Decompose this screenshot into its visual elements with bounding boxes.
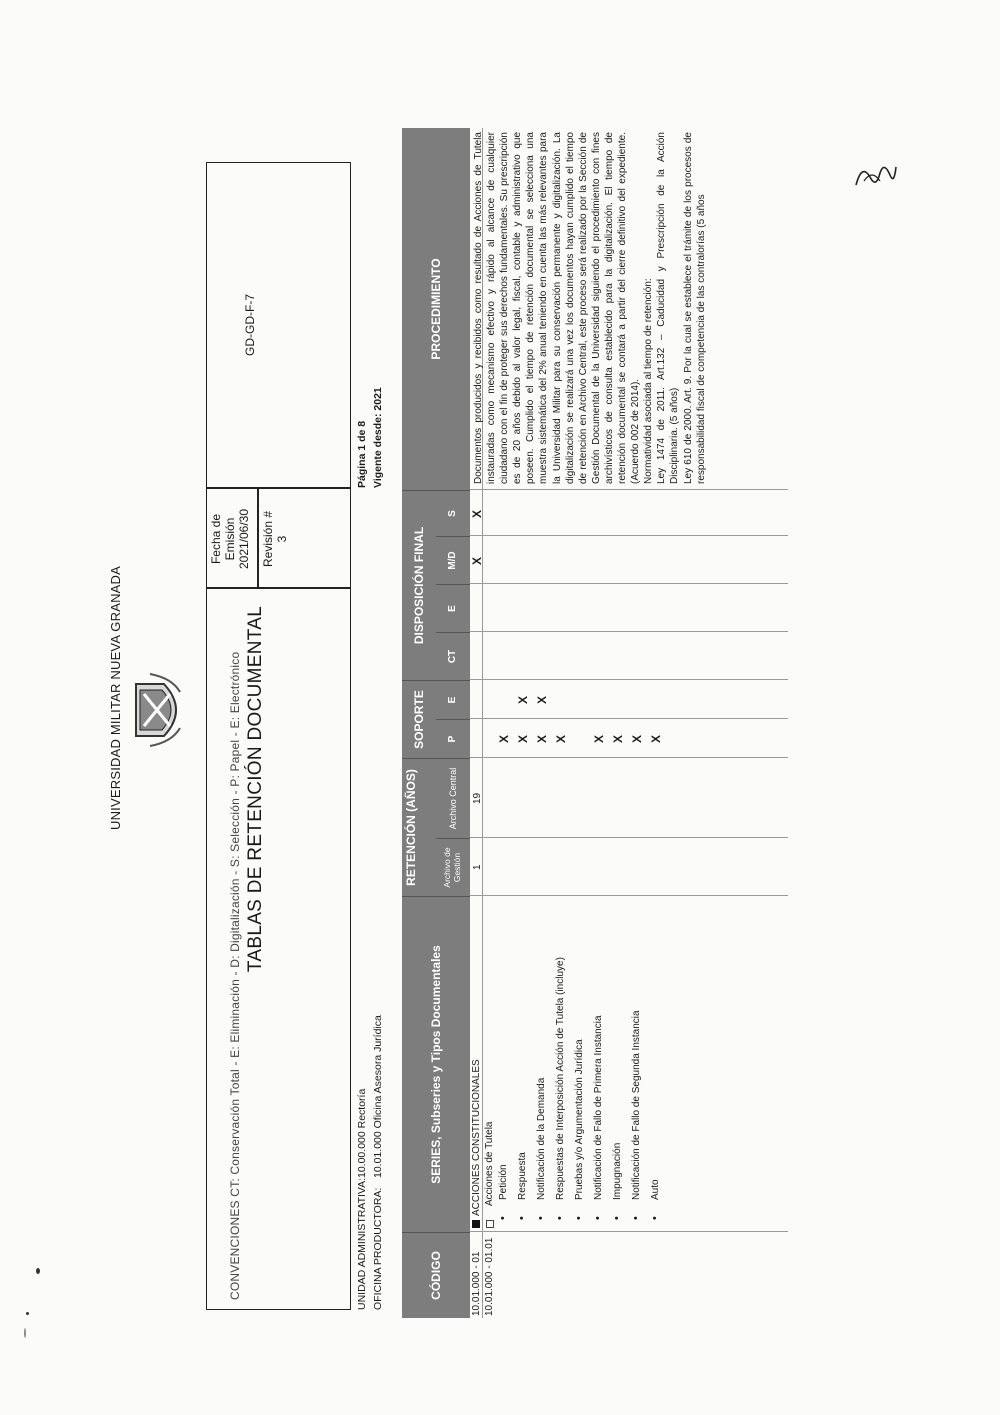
scan-speck	[36, 1268, 40, 1274]
soporte-p-mark: X	[516, 734, 530, 743]
retention-central: 19	[472, 792, 483, 804]
soporte-p-mark: X	[611, 734, 625, 743]
header-archivo-gestion: Archivo de Gestión	[436, 838, 470, 896]
header-md: M/D	[436, 536, 470, 584]
soporte-p-mark: X	[497, 734, 511, 743]
revision-label: Revisión #	[261, 510, 275, 568]
series-checkbox-icon	[472, 1220, 480, 1228]
soporte-p-mark: X	[649, 734, 663, 743]
procedure-paragraph: Normatividad asociada al tiempo de retención:	[643, 278, 655, 484]
header-codigo: CÓDIGO	[402, 1232, 470, 1318]
grid-line	[470, 718, 788, 719]
unidad-value: 10.00.000 Rectoría	[356, 1088, 368, 1178]
revision-number: 3	[275, 535, 289, 543]
oficina-label: OFICINA PRODUCTORA:	[372, 1187, 384, 1310]
soporte-e-mark: X	[535, 695, 549, 704]
bullet-icon: •	[630, 1216, 642, 1220]
unidad-label: UNIDAD ADMINISTRATIVA:	[356, 1177, 368, 1310]
bullet-icon: •	[592, 1216, 604, 1220]
subseries-checkbox-icon	[486, 1220, 494, 1228]
scan-speck	[26, 1312, 29, 1315]
form-code: GD-GD-F-7	[243, 294, 257, 356]
oficina-value: 10.01.000 Oficina Asesora Jurídica	[372, 1015, 384, 1178]
series-code: 10.01.000 - 01	[471, 1251, 482, 1316]
revision-block	[261, 491, 289, 587]
document-type: Pruebas y/o Argumentación Jurídica	[574, 1039, 585, 1200]
s-mark: X	[470, 509, 484, 518]
grid-line	[470, 489, 788, 490]
header-retencion: RETENCIÓN (AÑOS)	[402, 758, 436, 896]
emission-label: Fecha de Emisión	[209, 513, 237, 565]
soporte-e-mark: X	[516, 695, 530, 704]
page-number: Página 1 de 8	[356, 420, 368, 488]
retention-gestion: 1	[472, 864, 483, 870]
grid-line	[470, 583, 788, 584]
scan-speck	[24, 1328, 26, 1338]
grid-line	[470, 631, 788, 632]
header-ct: CT	[436, 632, 470, 680]
bullet-icon: •	[535, 1216, 547, 1220]
md-mark: X	[470, 556, 484, 565]
vigente-desde: Vigente desde: 2021	[372, 387, 384, 488]
university-logo-icon	[130, 670, 190, 750]
header-disposicion: DISPOSICIÓN FINAL	[402, 490, 436, 680]
soporte-p-mark: X	[554, 734, 568, 743]
emission-date: 2021/06/30	[237, 508, 251, 570]
header-soporte: SOPORTE	[402, 680, 436, 758]
header-e2: E	[436, 584, 470, 632]
document-type: Respuesta	[517, 1152, 528, 1200]
grid-line	[470, 837, 788, 838]
header-e: E	[436, 680, 470, 719]
soporte-p-mark: X	[535, 734, 549, 743]
procedure-paragraph: Ley 610 de 2000. Art. 9. Por la cual se establece el trámite de los procesos de responsabilidad fiscal de competencia de las contralorías (5 años	[682, 132, 707, 484]
subseries-code: 10.01.000 - 01.01	[484, 1237, 495, 1316]
grid-line	[470, 535, 788, 536]
subseries-name: Acciones de Tutela	[484, 1121, 495, 1206]
document-type: Auto	[650, 1179, 661, 1200]
meta-info	[354, 150, 394, 1310]
grid-line	[470, 757, 788, 758]
bullet-icon: •	[516, 1216, 528, 1220]
document-type: Notificación de Fallo de Segunda Instancia	[631, 1010, 642, 1200]
grid-line	[470, 679, 788, 680]
divider	[257, 489, 259, 589]
procedure-paragraph: Documentos producidos y recibidos como resultado de Acciones de Tutela instauradas como mecanismo efectivo y rápido al alcance de cualquier ciudadano con el fin de proteger sus derechos fundamentales. Su prescripción es de 20 años debido al valor legal, fiscal, contable y administrativo que poseen. Cumplido el tiempo de retención documental se selecciona una muestra sistemática del 2% anual teniendo en cuenta las más relevantes para la Universidad Militar para su conservación permanente y digitalización. La digitalización se realizará una vez los documentos hayan cumplido el tiempo de retención en Archivo Central, este proceso será realizado por la Sección de Gestión Documental de la Universidad siguiendo el procedimiento con fines archivísticos de consulta establecido para la digitalización. El tiempo de retención documental se contará a partir del cierre definitivo del expediente. (Acuerdo 002 de 2014).	[473, 132, 642, 484]
bullet-icon: •	[649, 1216, 661, 1220]
header-procedimiento: PROCEDIMIENTO	[402, 128, 470, 490]
bullet-icon: •	[573, 1216, 585, 1220]
university-name: UNIVERSIDAD MILITAR NUEVA GRANADA	[108, 566, 123, 830]
soporte-p-mark: X	[592, 734, 606, 743]
grid-line	[470, 1231, 788, 1232]
header-archivo-central: Archivo Central	[436, 758, 470, 838]
bullet-icon: •	[497, 1216, 509, 1220]
document-sheet	[108, 120, 788, 1316]
header-p: P	[436, 719, 470, 758]
document-type: Impugnación	[612, 1142, 623, 1200]
soporte-p-mark: X	[630, 734, 644, 743]
retention-table	[402, 118, 788, 1318]
header-s: S	[436, 490, 470, 536]
bullet-icon: •	[611, 1216, 623, 1220]
document-type: Notificación de Fallo de Primera Instancia	[593, 1015, 604, 1200]
grid-line	[470, 895, 788, 896]
document-type: Petición	[498, 1164, 509, 1200]
series-name: ACCIONES CONSTITUCIONALES	[471, 1059, 482, 1216]
document-title: TABLAS DE RETENCIÓN DOCUMENTAL	[245, 605, 266, 973]
bullet-icon: •	[554, 1216, 566, 1220]
procedure-paragraph: Ley 1474 de 2011. Art.132 – Caducidad y Prescripción de la Acción Disciplinaria. (5 años)	[656, 132, 681, 484]
document-type: Respuestas de Interposición Acción de Tutela (incluye)	[555, 957, 566, 1200]
document-type: Notificación de la Demanda	[536, 1077, 547, 1200]
procedure-text	[472, 132, 708, 484]
handwritten-signature-icon	[850, 155, 900, 195]
conventions-footer: CONVENCIONES CT: Conservación Total - E: Eliminación - D: Digitalización - S: Selección - P: Papel - E: Electrónico	[228, 651, 242, 1300]
header-series: SERIES, Subseries y Tipos Documentales	[402, 896, 470, 1232]
